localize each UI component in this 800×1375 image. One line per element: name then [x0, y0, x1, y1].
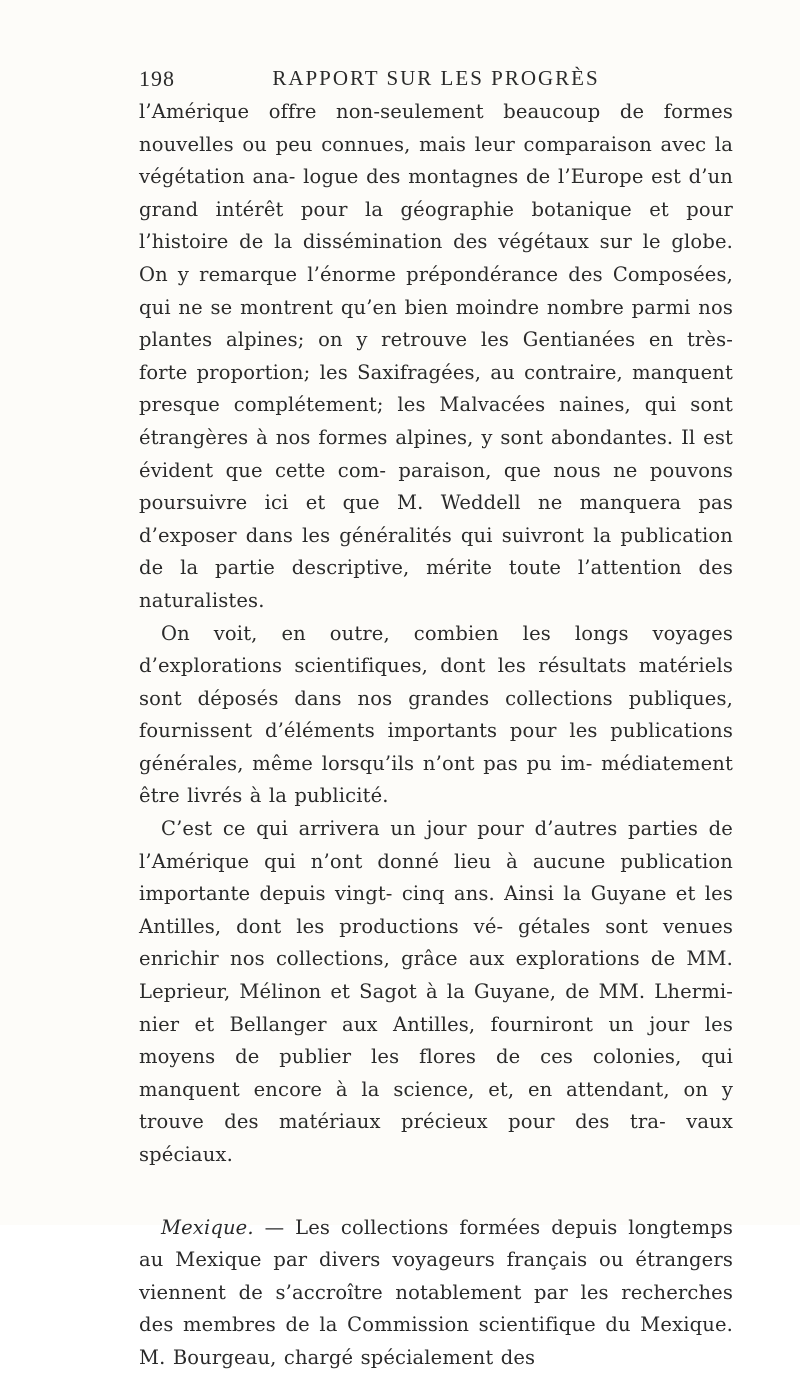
paragraph-guyane-antilles: C’est ce qui arrivera un jour pour d’autres parties de l’Amérique qui n’ont donné lieu à aucune publication importante depuis vingt- cinq ans. Ainsi la Guyane et les Antilles, dont les productions vé- gétales sont venues enrichir nos collections, grâce aux explorations de MM. Leprieur, Mélinon et Sagot à la Guyane, de MM. Lhermi- nier et Bellanger aux Antilles, fourniront un jour les moyens de publier les flores de ces colonies, qui manquent encore à la science, et, en attendant, on y trouve des matériaux précieux pour des tra- vaux spéciaux.: [139, 817, 733, 1166]
paragraph-scientific-explorations: On voit, en outre, combien les longs voyages d’explorations scientifiques, dont les résultats matériels sont déposés dans nos grandes collections publiques, fournissent d’éléments importants pour les publications générales, même lorsqu’ils n’ont pas pu im- médiatement être livrés à la publicité.: [139, 621, 733, 808]
section-label-mexique: Mexique.: [161, 1215, 254, 1239]
page-header: [139, 66, 733, 96]
body-text: [139, 96, 733, 1375]
paragraph-america-alpine-flora: l’Amérique offre non-seulement beaucoup de formes nouvelles ou peu connues, mais leur comparaison avec la végétation ana- logue des montagnes de l’Europe est d’un grand intérêt pour la géographie botanique et pour l’histoire de la dissémination des végétaux sur le globe. On y remarque l’énorme prépondérance des Composées, qui ne se montrent qu’en bien moindre nombre parmi nos plantes alpines; on y retrouve les Gentianées en très- forte proportion; les Saxifragées, au contraire, manquent presque complétement; les Malvacées naines, qui sont étrangères à nos formes alpines, y sont abondantes. Il est évident que cette com- paraison, que nous ne pouvons poursuivre ici et que M. Weddell ne manquera pas d’exposer dans les généralités qui suivront la publication de la partie descriptive, mérite toute l’attention des naturalistes.: [139, 100, 733, 612]
paragraph-mexique: [139, 1212, 733, 1375]
section-text-mexique: — Les collections formées depuis longtemps au Mexique par divers voyageurs français ou étrangers viennent de s’accroître notablement par les recherches des membres de la Commission scientifique du Mexique. M. Bourgeau, chargé spécialement des: [139, 1215, 733, 1369]
running-title: RAPPORT SUR LES PROGRÈS: [272, 66, 600, 90]
page-number: 198: [139, 66, 175, 91]
